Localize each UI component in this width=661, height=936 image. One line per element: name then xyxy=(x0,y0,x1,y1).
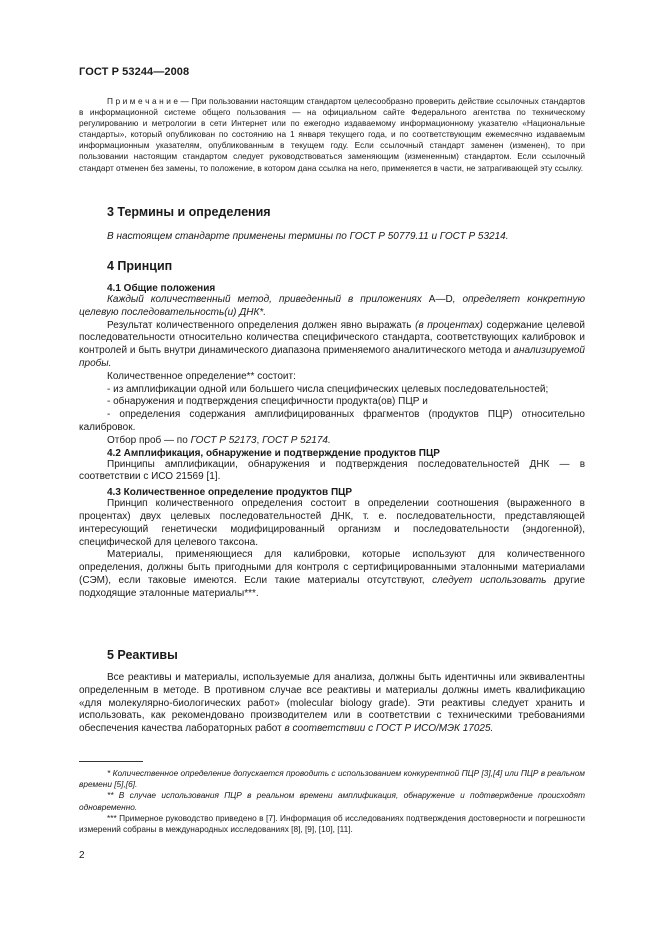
list-item: - из амплификации одной или большего числа специфических целевых последовательностей; xyxy=(107,383,549,395)
subsection-4-3-heading: 4.3 Количественное определение продуктов ПЦР xyxy=(107,487,353,499)
subsection-4-1-heading: 4.1 Общие положения xyxy=(107,283,216,294)
list-item: - определения содержания амплифицированных фрагментов (продуктов ПЦР) относительно калибровок. xyxy=(79,409,585,433)
note-text: При пользовании настоящим стандартом целесообразно проверить действие ссылочных стандартов в информационной системе общего пользования — на официальном сайте Федерального агентства по техническому регулированию и метрологии в сети Интернет или по ежегодно издаваемому информационному указателю «Национальные стандарты», который опубликован по состоянию на 1 января текущего года, и по соответствующим ежемесячно издаваемым информационным указателям, опубликованным в текущем году. Если ссылочный стандарт заменен (изменен), то при пользовании настоящим стандартом следует руководствоваться заменяющим (измененным) стандартом. Если ссылочный стандарт отменен без замены, то положение, в котором дана ссылка на него, применяется в части, не затрагивающей эту ссылку. xyxy=(79,96,585,173)
section-5-paragraph: Все реактивы и материалы, используемые для анализа, должны быть идентичны или эквивалентны определенным в методе. В противном случае все реактивы и материалы должны иметь квалификацию «для молекулярно-биологических работ» (molecular biology grade). Эти реактивы следует хранить и использовать, как рекомендовано производителем или в соответствии с техническими требованиями обеспечения качества лабораторных работ в соответствии с ГОСТ Р ИСО/МЭК 17025. xyxy=(79,672,585,735)
section-3-text: В настоящем стандарте применены термины по ГОСТ Р 50779.11 и ГОСТ Р 53214. xyxy=(107,231,509,242)
footnotes xyxy=(79,768,585,835)
section-4-heading: 4 Принцип xyxy=(107,259,173,273)
section-3-body xyxy=(79,231,585,244)
reference-note xyxy=(79,96,585,174)
section-5-body xyxy=(79,672,585,736)
section-5-heading: 5 Реактивы xyxy=(107,648,178,662)
subsection-4-2-heading: 4.2 Амплификация, обнаружение и подтверждение продуктов ПЦР xyxy=(107,447,440,459)
footnote-separator xyxy=(79,761,143,762)
document-code: ГОСТ Р 53244—2008 xyxy=(79,66,190,78)
footnote: *** Примерное руководство приведено в [7]. Информация об исследованиях подтверждения достоверности и погрешности измерений собраны в международных исследованиях [8], [9], [10], [11]. xyxy=(79,812,585,835)
subsection-4-1-paragraph-1: Каждый количественный метод, приведенный в приложениях A—D, определяет конкретную целевую последовательность(и) ДНК*. xyxy=(79,294,585,318)
subsection-4-2-paragraph: Принципы амплификации, обнаружения и подтверждения последовательностей ДНК — в соответствии с ИСО 21569 [1]. xyxy=(79,458,585,483)
section-4-body xyxy=(79,283,585,601)
subsection-4-3-paragraph-2: Материалы, применяющиеся для калибровки, которые используют для количественного определения, должны быть пригодными для контроля с сертифицированными эталонными материалами (СЭМ), если таковые имеются. Если такие материалы отсутствуют, следует использовать другие подходящие эталонные материалы***. xyxy=(79,549,586,599)
list-item: - обнаружения и подтверждения специфичности продукта(ов) ПЦР и xyxy=(107,396,428,408)
page-number: 2 xyxy=(79,850,85,861)
note-lead: П р и м е ч а н и е — xyxy=(107,96,192,106)
subsection-4-1-paragraph-3: Количественное определение** состоит: xyxy=(107,370,296,382)
subsection-4-1-sampling: Отбор проб — по ГОСТ Р 52173, ГОСТ Р 52174. xyxy=(107,434,331,446)
section-3-heading: 3 Термины и определения xyxy=(107,205,271,219)
footnote: ** В случае использования ПЦР в реальном времени амплификация, обнаружение и подтверждение происходят одновременно. xyxy=(79,790,585,812)
subsection-4-1-paragraph-2: Результат количественного определения должен явно выражать (в процентах) содержание целевой последовательности относительно количества специфического стандарта, соответствующих калибровок и контролей и быть внутри динамического диапазона применяемого аналитического метода и анализируемой пробы. xyxy=(79,319,585,369)
subsection-4-3-paragraph-1: Принцип количественного определения состоит в определении соотношения (выраженного в процентах) двух целевых последовательностей ДНК, т. е. последовательности, представляющей интересующий генетически модифицированный организм и последовательности (эндогенной), специфической для целевого таксона. xyxy=(79,498,585,548)
footnote: * Количественное определение допускается проводить с использованием конкурентной ПЦР [3],[4] или ПЦР в реальном времени [5],[6]. xyxy=(79,768,585,790)
